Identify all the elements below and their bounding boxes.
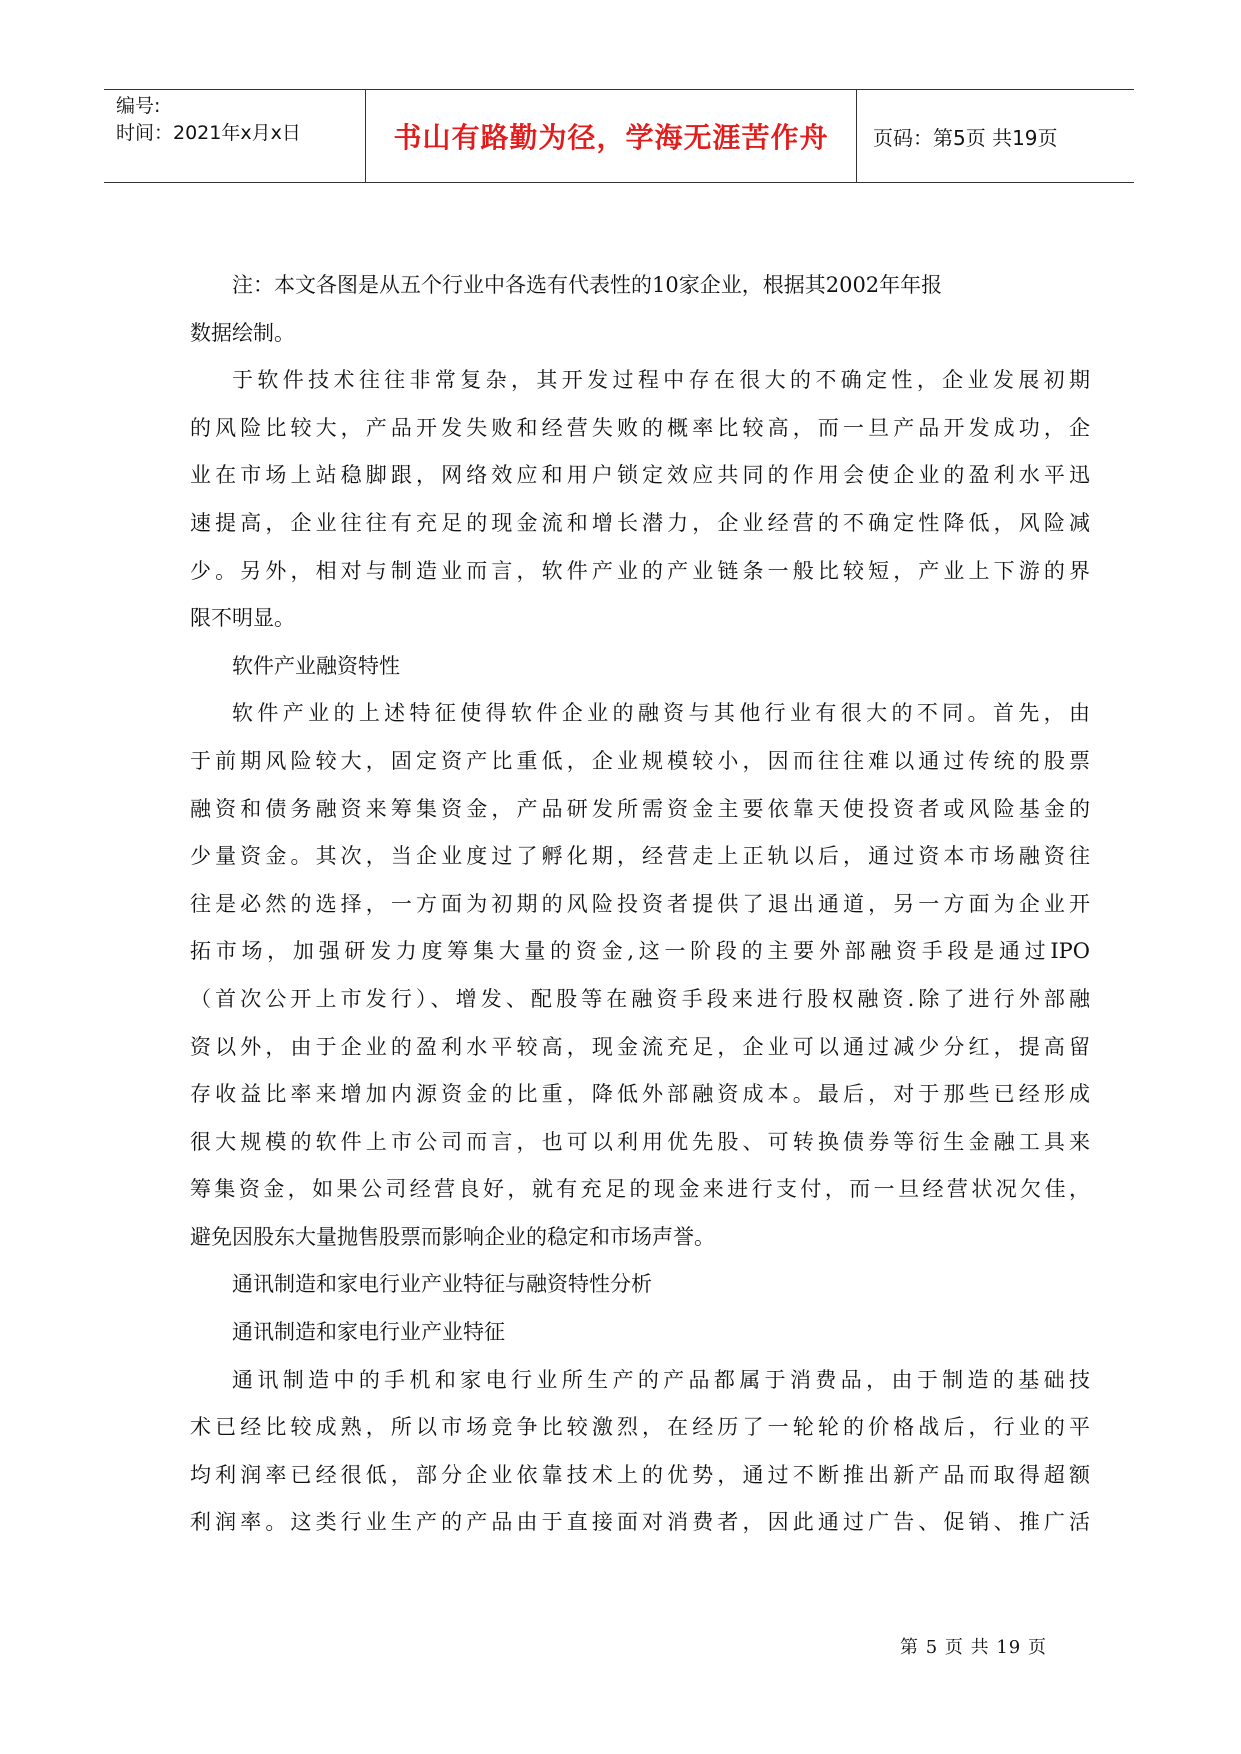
paragraph-line: 速提高，企业往往有充足的现金流和增长潜力，企业经营的不确定性降低，风险减	[190, 510, 1090, 535]
page-footer: 第 5 页 共 19 页	[900, 1637, 1047, 1658]
paragraph-line: 均利润率已经很低，部分企业依靠技术上的优势，通过不断推出新产品而取得超额	[190, 1462, 1090, 1487]
paragraph-line: 通讯制造中的手机和家电行业所生产的产品都属于消费品，由于制造的基础技	[232, 1367, 1090, 1392]
paragraph-line: 很大规模的软件上市公司而言，也可以利用优先股、可转换债券等衍生金融工具来	[190, 1129, 1090, 1154]
paragraph-line: 利润率。这类行业生产的产品由于直接面对消费者，因此通过广告、促销、推广活	[190, 1510, 1090, 1535]
paragraph-line: （首次公开上市发行）、增发、配股等在融资手段来进行股权融资.除了进行外部融	[190, 986, 1090, 1011]
header-motto: 书山有路勤为径，学海无涯苦作舟	[366, 90, 857, 182]
paragraph-line: 数据绘制。	[190, 320, 295, 345]
paragraph-line: 于前期风险较大，固定资产比重低，企业规模较小，因而往往难以通过传统的股票	[190, 748, 1090, 773]
paragraph-line: 筹集资金，如果公司经营良好，就有充足的现金来进行支付，而一旦经营状况欠佳，	[190, 1177, 1090, 1202]
paragraph-line: 术已经比较成熟，所以市场竞争比较激烈，在经历了一轮轮的价格战后，行业的平	[190, 1415, 1090, 1440]
document-header	[104, 89, 1134, 183]
section-heading: 通讯制造和家电行业产业特征与融资特性分析	[232, 1272, 652, 1297]
section-heading: 软件产业融资特性	[232, 653, 400, 678]
paragraph-line: 限不明显。	[190, 606, 295, 631]
number-label: 编号:	[116, 95, 161, 117]
paragraph-line: 业在市场上站稳脚跟，网络效应和用户锁定效应共同的作用会使企业的盈利水平迅	[190, 463, 1090, 488]
paragraph-line: 避免因股东大量抛售股票而影响企业的稳定和市场声誉。	[190, 1224, 715, 1249]
section-heading: 通讯制造和家电行业产业特征	[232, 1320, 505, 1345]
paragraph-line: 资以外，由于企业的盈利水平较高，现金流充足，企业可以通过减少分红，提高留	[190, 1034, 1090, 1059]
paragraph-line: 存收益比率来增加内源资金的比重，降低外部融资成本。最后，对于那些已经形成	[190, 1082, 1090, 1107]
time-label: 时间：2021年x月x日	[116, 122, 301, 144]
document-body	[190, 262, 1090, 1547]
paragraph-line: 注：本文各图是从五个行业中各选有代表性的10家企业，根据其2002年年报	[232, 273, 943, 297]
paragraph-line: 往是必然的选择，一方面为初期的风险投资者提供了退出通道，另一方面为企业开	[190, 891, 1090, 916]
paragraph-line: 少。另外，相对与制造业而言，软件产业的产业链条一般比较短，产业上下游的界	[190, 558, 1090, 583]
header-meta	[104, 90, 366, 182]
paragraph-line: 拓市场，加强研发力度筹集大量的资金,这一阶段的主要外部融资手段是通过IPO	[190, 939, 1090, 964]
paragraph-line: 的风险比较大，产品开发失败和经营失败的概率比较高，而一旦产品开发成功，企	[190, 415, 1090, 440]
header-page-label: 页码：第5页 共19页	[873, 125, 1058, 150]
paragraph-line: 于软件技术往往非常复杂，其开发过程中存在很大的不确定性，企业发展初期	[232, 368, 1090, 393]
paragraph-line: 软件产业的上述特征使得软件企业的融资与其他行业有很大的不同。首先，由	[232, 701, 1090, 726]
paragraph-line: 少量资金。其次，当企业度过了孵化期，经营走上正轨以后，通过资本市场融资往	[190, 844, 1090, 869]
paragraph-line: 融资和债务融资来筹集资金，产品研发所需资金主要依靠天使投资者或风险基金的	[190, 796, 1090, 821]
